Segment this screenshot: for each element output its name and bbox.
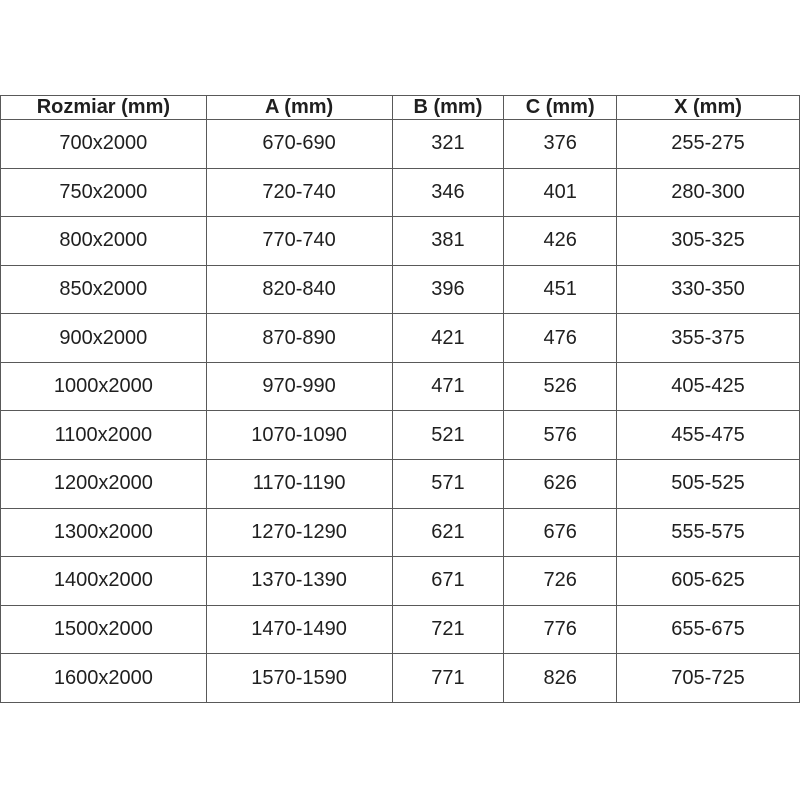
table-cell-rozmiar: 900x2000 bbox=[1, 314, 207, 363]
table-cell-c: 626 bbox=[504, 460, 617, 509]
table-cell-a: 1170-1190 bbox=[206, 460, 392, 509]
table-cell-x: 255-275 bbox=[617, 120, 800, 169]
table-cell-a: 1270-1290 bbox=[206, 508, 392, 557]
table-cell-x: 355-375 bbox=[617, 314, 800, 363]
table-row bbox=[1, 411, 800, 460]
table-header-c: C (mm) bbox=[504, 96, 617, 120]
table-cell-a: 1070-1090 bbox=[206, 411, 392, 460]
table-row bbox=[1, 557, 800, 606]
table-row bbox=[1, 362, 800, 411]
table-cell-b: 396 bbox=[392, 265, 504, 314]
table-cell-a: 720-740 bbox=[206, 168, 392, 217]
size-dimensions-table bbox=[0, 95, 800, 703]
table-cell-c: 451 bbox=[504, 265, 617, 314]
table-cell-x: 555-575 bbox=[617, 508, 800, 557]
table-cell-rozmiar: 1100x2000 bbox=[1, 411, 207, 460]
table-header-row bbox=[1, 96, 800, 120]
table-header-rozmiar: Rozmiar (mm) bbox=[1, 96, 207, 120]
table-cell-rozmiar: 800x2000 bbox=[1, 217, 207, 266]
table-cell-b: 346 bbox=[392, 168, 504, 217]
table-cell-rozmiar: 1000x2000 bbox=[1, 362, 207, 411]
table-cell-c: 676 bbox=[504, 508, 617, 557]
table-cell-b: 471 bbox=[392, 362, 504, 411]
table-cell-rozmiar: 750x2000 bbox=[1, 168, 207, 217]
table-row bbox=[1, 217, 800, 266]
table-cell-a: 870-890 bbox=[206, 314, 392, 363]
table-cell-x: 605-625 bbox=[617, 557, 800, 606]
table-cell-a: 1570-1590 bbox=[206, 654, 392, 703]
table-cell-b: 621 bbox=[392, 508, 504, 557]
table-cell-a: 670-690 bbox=[206, 120, 392, 169]
table-row bbox=[1, 120, 800, 169]
table-cell-rozmiar: 700x2000 bbox=[1, 120, 207, 169]
table-cell-c: 376 bbox=[504, 120, 617, 169]
table-cell-a: 1370-1390 bbox=[206, 557, 392, 606]
table-cell-x: 305-325 bbox=[617, 217, 800, 266]
table-row bbox=[1, 508, 800, 557]
table-cell-a: 770-740 bbox=[206, 217, 392, 266]
table-cell-x: 280-300 bbox=[617, 168, 800, 217]
table-cell-b: 381 bbox=[392, 217, 504, 266]
table-cell-b: 721 bbox=[392, 605, 504, 654]
table-row bbox=[1, 314, 800, 363]
table-cell-b: 421 bbox=[392, 314, 504, 363]
table-cell-x: 705-725 bbox=[617, 654, 800, 703]
table-cell-c: 426 bbox=[504, 217, 617, 266]
table-cell-c: 726 bbox=[504, 557, 617, 606]
table-cell-c: 476 bbox=[504, 314, 617, 363]
table-cell-x: 655-675 bbox=[617, 605, 800, 654]
table-cell-a: 970-990 bbox=[206, 362, 392, 411]
table-cell-c: 776 bbox=[504, 605, 617, 654]
table-row bbox=[1, 460, 800, 509]
table-header-b: B (mm) bbox=[392, 96, 504, 120]
table-cell-b: 571 bbox=[392, 460, 504, 509]
table-cell-x: 505-525 bbox=[617, 460, 800, 509]
table-cell-c: 526 bbox=[504, 362, 617, 411]
table-cell-b: 321 bbox=[392, 120, 504, 169]
table-cell-b: 671 bbox=[392, 557, 504, 606]
table-cell-b: 521 bbox=[392, 411, 504, 460]
table-cell-a: 1470-1490 bbox=[206, 605, 392, 654]
table-row bbox=[1, 168, 800, 217]
table-cell-x: 330-350 bbox=[617, 265, 800, 314]
table-row bbox=[1, 654, 800, 703]
table-cell-rozmiar: 1200x2000 bbox=[1, 460, 207, 509]
table-header-x: X (mm) bbox=[617, 96, 800, 120]
table-cell-b: 771 bbox=[392, 654, 504, 703]
table-row bbox=[1, 605, 800, 654]
table-cell-a: 820-840 bbox=[206, 265, 392, 314]
table-cell-c: 826 bbox=[504, 654, 617, 703]
table-row bbox=[1, 265, 800, 314]
table-cell-x: 405-425 bbox=[617, 362, 800, 411]
table-cell-c: 401 bbox=[504, 168, 617, 217]
table-cell-c: 576 bbox=[504, 411, 617, 460]
table-cell-rozmiar: 1400x2000 bbox=[1, 557, 207, 606]
table-cell-x: 455-475 bbox=[617, 411, 800, 460]
table-header-a: A (mm) bbox=[206, 96, 392, 120]
table-cell-rozmiar: 850x2000 bbox=[1, 265, 207, 314]
table-cell-rozmiar: 1500x2000 bbox=[1, 605, 207, 654]
table-cell-rozmiar: 1600x2000 bbox=[1, 654, 207, 703]
table-cell-rozmiar: 1300x2000 bbox=[1, 508, 207, 557]
